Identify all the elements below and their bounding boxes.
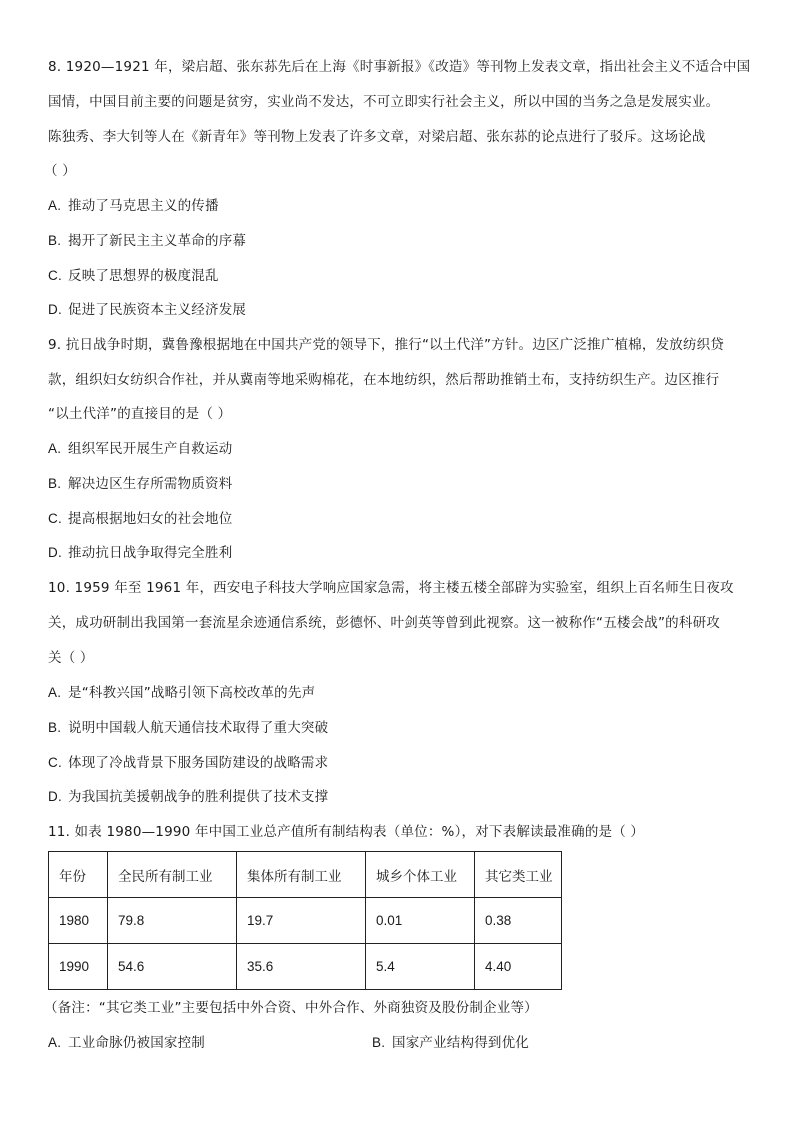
option-label: C. xyxy=(48,511,62,526)
q10-option-b[interactable] xyxy=(48,718,328,738)
option-label: A. xyxy=(48,198,62,213)
option-text: 工业命脉仍被国家控制 xyxy=(68,1035,205,1051)
option-label: B. xyxy=(372,1035,386,1050)
q11-stem: 11. 如表 1980—1990 年中国工业总产值所有制结构表（单位：%），对下表解读最准确的是（ ） xyxy=(48,824,645,840)
q8-option-c[interactable] xyxy=(48,266,219,286)
option-text: 推动抗日战争取得完全胜利 xyxy=(68,545,233,561)
table-header-cell: 城乡个体工业 xyxy=(366,852,475,898)
q11-option-a[interactable] xyxy=(48,1033,205,1053)
q8-option-a[interactable] xyxy=(48,196,219,216)
q9-option-a[interactable] xyxy=(48,439,232,459)
option-label: D. xyxy=(48,789,62,804)
option-text: 促进了民族资本主义经济发展 xyxy=(68,302,247,318)
option-label: D. xyxy=(48,545,62,560)
q10-stem-line-1: 10. 1959 年至 1961 年，西安电子科技大学响应国家急需，将主楼五楼全部辟为实验室，组织上百名师生日夜攻 xyxy=(48,580,734,596)
option-label: B. xyxy=(48,720,62,735)
q10-option-d[interactable] xyxy=(48,787,328,807)
q9-stem-line-1: 9. 抗日战争时期，冀鲁豫根据地在中国共产党的领导下，推行“以土代洋”方针。边区广泛推广植棉，发放纺织贷 xyxy=(48,337,725,353)
option-label: C. xyxy=(48,268,62,283)
table-row xyxy=(49,898,562,944)
q10-stem-line-3: 关（ ） xyxy=(48,650,94,666)
q8-stem-line-1: 8. 1920—1921 年，梁启超、张东荪先后在上海《时事新报》《改造》等刊物上发表文章，指出社会主义不适合中国 xyxy=(48,59,751,75)
q8-answer-blank: （ ） xyxy=(44,163,76,179)
q9-option-b[interactable] xyxy=(48,474,232,494)
option-text: 反映了思想界的极度混乱 xyxy=(68,268,219,284)
option-label: B. xyxy=(48,476,62,491)
q9-stem-line-2: 款，组织妇女纺织合作社，并从冀南等地采购棉花，在本地纺织，然后帮助推销土布，支持纺织生产。边区推行 xyxy=(48,372,720,388)
table-cell: 19.7 xyxy=(237,898,366,944)
option-text: 组织军民开展生产自救运动 xyxy=(68,441,233,457)
option-label: C. xyxy=(48,755,62,770)
q10-stem-line-2: 关，成功研制出我国第一套流星余迹通信系统，彭德怀、叶剑英等曾到此视察。这一被称作“五楼会战”的科研攻 xyxy=(48,615,720,631)
table-header-cell: 年份 xyxy=(49,852,108,898)
q8-option-d[interactable] xyxy=(48,300,246,320)
option-text: 体现了冷战背景下服务国防建设的战略需求 xyxy=(68,755,329,771)
q10-option-a[interactable] xyxy=(48,683,315,703)
q11-table-note: （备注：“其它类工业”主要包括中外合资、中外合作、外商独资及股份制企业等） xyxy=(44,1000,538,1016)
option-text: 推动了马克思主义的传播 xyxy=(68,198,219,214)
q10-option-c[interactable] xyxy=(48,753,328,773)
option-text: 解决边区生存所需物质资料 xyxy=(68,476,233,492)
option-label: A. xyxy=(48,1035,62,1050)
q9-option-d[interactable] xyxy=(48,543,232,563)
table-header-cell: 集体所有制工业 xyxy=(237,852,366,898)
option-text: 为我国抗美援朝战争的胜利提供了技术支撑 xyxy=(68,789,329,805)
table-header-row xyxy=(49,852,562,898)
ownership-structure-table xyxy=(48,851,562,990)
option-label: A. xyxy=(48,441,62,456)
table-cell: 5.4 xyxy=(366,944,475,990)
option-text: 揭开了新民主主义革命的序幕 xyxy=(68,233,247,249)
option-label: D. xyxy=(48,302,62,317)
table-header-cell: 全民所有制工业 xyxy=(108,852,237,898)
q8-stem-line-2: 国情，中国目前主要的问题是贫穷，实业尚不发达，不可立即实行社会主义，所以中国的当务之急是发展实业。 xyxy=(48,94,720,110)
q9-option-c[interactable] xyxy=(48,509,232,529)
q11-option-b[interactable] xyxy=(372,1033,529,1053)
table-cell: 0.38 xyxy=(475,898,562,944)
table-cell: 4.40 xyxy=(475,944,562,990)
q9-stem-line-3: “以土代洋”的直接目的是（ ） xyxy=(48,406,232,422)
option-text: 国家产业结构得到优化 xyxy=(392,1035,529,1051)
q8-option-b[interactable] xyxy=(48,231,246,251)
option-text: 是“科教兴国”战略引领下高校改革的先声 xyxy=(68,685,316,701)
option-label: A. xyxy=(48,685,62,700)
option-label: B. xyxy=(48,233,62,248)
table-cell: 0.01 xyxy=(366,898,475,944)
table-cell: 35.6 xyxy=(237,944,366,990)
option-text: 说明中国载人航天通信技术取得了重大突破 xyxy=(68,720,329,736)
q8-stem-line-3: 陈独秀、李大钊等人在《新青年》等刊物上发表了许多文章，对梁启超、张东荪的论点进行了驳斥。这场论战 xyxy=(48,129,706,145)
table-header-cell: 其它类工业 xyxy=(475,852,562,898)
table-cell: 79.8 xyxy=(108,898,237,944)
table-cell: 1990 xyxy=(49,944,108,990)
option-text: 提高根据地妇女的社会地位 xyxy=(68,511,233,527)
table-cell: 54.6 xyxy=(108,944,237,990)
table-cell: 1980 xyxy=(49,898,108,944)
table-row xyxy=(49,944,562,990)
